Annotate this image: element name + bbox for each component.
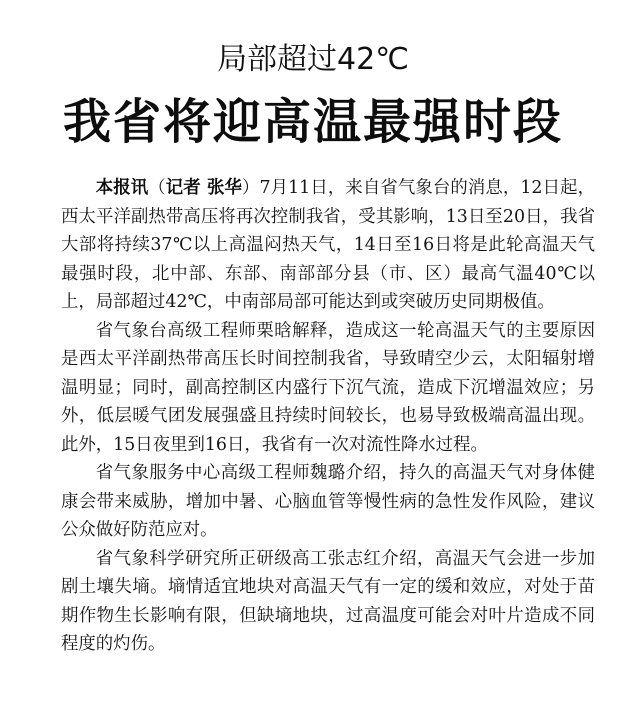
lead-text: 7月11日，来自省气象台的消息，12日起，西太平洋副热带高压将再次控制我省，受其影响，13日至20日，我省大部将持续37℃以上高温闷热天气，14日至16日将是此轮高温天气最强时段，北中部、东部、南部部分县（市、区）最高气温40℃以上，局部超过42℃，中南部局部可能达到或突破历史同期极值。 [61,178,595,312]
dateline-label: 本报讯 [95,178,149,198]
byline-open-paren: （ [148,178,166,198]
byline: 记者 张华 [165,178,242,198]
byline-close-paren: ） [241,178,260,198]
article-headline: 我省将迎高温最强时段 [62,94,563,150]
lead-paragraph [61,174,595,317]
body-paragraph-1: 省气象台高级工程师栗晗解释，造成这一轮高温天气的主要原因是西太平洋副热带高压长时间控制我省，导致晴空少云，太阳辐射增温明显；同时，副高控制区内盛行下沉气流，造成下沉增温效应；另外，低层暖气团发展强盛且持续时间较长，也易导致极端高温出现。此外，15日夜里到16日，我省有一次对流性降水过程。 [61,320,595,455]
article-body [61,174,595,659]
article-kicker: 局部超过42℃ [217,42,409,77]
body-paragraph-3: 省气象科学研究所正研级高工张志红介绍，高温天气会进一步加剧土壤失墒。墒情适宜地块对高温天气有一定的缓和效应，对处于苗期作物生长影响有限，但缺墒地块，过高温度可能会对叶片造成不同程度的灼伤。 [61,548,595,654]
body-paragraph-2: 省气象服务中心高级工程师魏璐介绍，持久的高温天气对身体健康会带来威胁，增加中暑、心脑血管等慢性病的急性发作风险，建议公众做好防范应对。 [61,463,595,540]
